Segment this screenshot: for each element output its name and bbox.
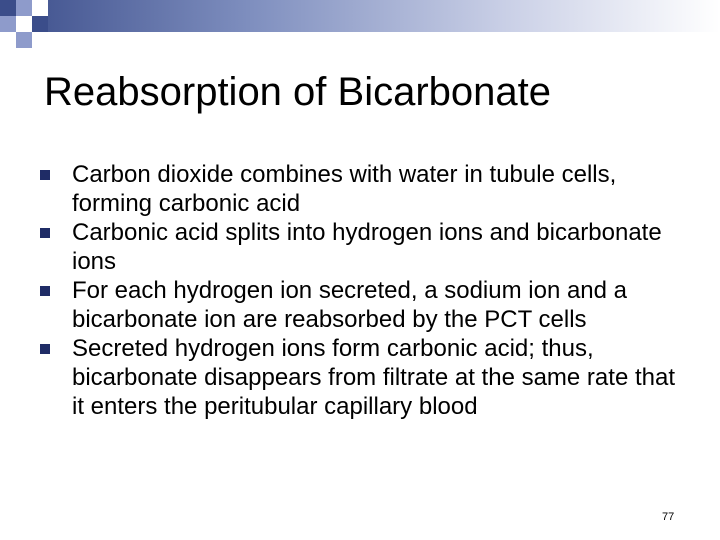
corner-checker-decoration: [0, 0, 64, 48]
bullet-item: [40, 218, 690, 276]
page-number: 77: [662, 511, 675, 523]
bullet-item: [40, 276, 690, 334]
checker-square: [16, 16, 32, 32]
bullet-text: Carbonic acid splits into hydrogen ions and bicarbonate ions: [72, 219, 662, 275]
bullet-item: [40, 160, 690, 218]
slide-title: Reabsorption of Bicarbonate: [44, 70, 551, 114]
checker-square: [32, 0, 48, 16]
square-bullet-icon: [40, 344, 50, 354]
bullet-text: Secreted hydrogen ions form carbonic acid; thus, bicarbonate disappears from filtrate at the same rate that it enters the peritubular capillary blood: [72, 335, 675, 420]
checker-square: [0, 16, 16, 32]
bullet-text: Carbon dioxide combines with water in tubule cells, forming carbonic acid: [72, 161, 617, 217]
checker-square: [32, 16, 48, 32]
square-bullet-icon: [40, 286, 50, 296]
header-gradient-band: [0, 0, 720, 32]
checker-square: [0, 0, 16, 16]
checker-square: [16, 0, 32, 16]
bullet-item: [40, 334, 690, 421]
square-bullet-icon: [40, 228, 50, 238]
checker-square: [0, 32, 16, 48]
square-bullet-icon: [40, 170, 50, 180]
bullet-text: For each hydrogen ion secreted, a sodium ion and a bicarbonate ion are reabsorbed by the PCT cells: [72, 277, 628, 333]
checker-square: [16, 32, 32, 48]
bullet-list: [40, 160, 690, 421]
